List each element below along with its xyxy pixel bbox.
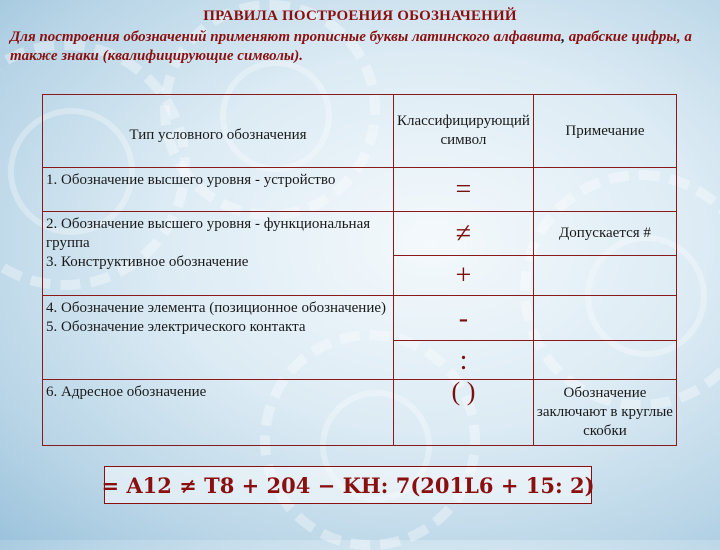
row-symbol: + — [394, 256, 534, 296]
header-symbol: Классифицирующий символ — [394, 95, 534, 168]
row-type: 3. Конструктивное обозначение — [46, 254, 249, 270]
page-title: ПРАВИЛА ПОСТРОЕНИЯ ОБОЗНАЧЕНИЙ — [203, 8, 517, 24]
row-symbol: = — [394, 168, 534, 212]
header-note: Примечание — [533, 95, 676, 168]
row-note: Обозначение заключают в круглые скобки — [533, 380, 676, 446]
table-header-row — [43, 95, 677, 168]
row-note — [533, 296, 676, 341]
row-type-group — [43, 212, 394, 296]
row-type: 2. Обозначение высшего уровня - функциональная группа — [46, 216, 371, 251]
row-type: 1. Обозначение высшего уровня - устройство — [43, 168, 394, 212]
row-symbol: ≠ — [394, 212, 534, 256]
intro-text — [10, 28, 710, 66]
header-type: Тип условного обозначения — [43, 95, 394, 168]
intro-text-part1: Для построения обозначений применяют прописные буквы латинского алфавита — [10, 29, 562, 45]
intro-text-part2: арабские цифры, а также знаки (квалифицирующие символы). — [10, 29, 692, 64]
row-note — [533, 341, 676, 380]
example-formula: = A12 ≠ T8 + 204 − KH: 7(201L6 + 15: 2) — [104, 466, 592, 504]
row-symbol: : — [394, 341, 534, 380]
designation-rules-table — [42, 94, 677, 446]
row-type: 5. Обозначение электрического контакта — [46, 319, 306, 335]
row-type: 6. Адресное обозначение — [43, 380, 394, 446]
row-symbol: ( ) — [394, 380, 534, 446]
row-note — [533, 168, 676, 212]
table-row — [43, 168, 677, 212]
row-type-group — [43, 296, 394, 380]
row-note — [533, 256, 676, 296]
table-row — [43, 380, 677, 446]
row-symbol: - — [394, 296, 534, 341]
row-type: 4. Обозначение элемента (позиционное обозначение) — [46, 300, 386, 316]
intro-text-comma: , — [561, 29, 565, 45]
table-row — [43, 296, 677, 341]
table-row — [43, 212, 677, 256]
row-note: Допускается # — [533, 212, 676, 256]
